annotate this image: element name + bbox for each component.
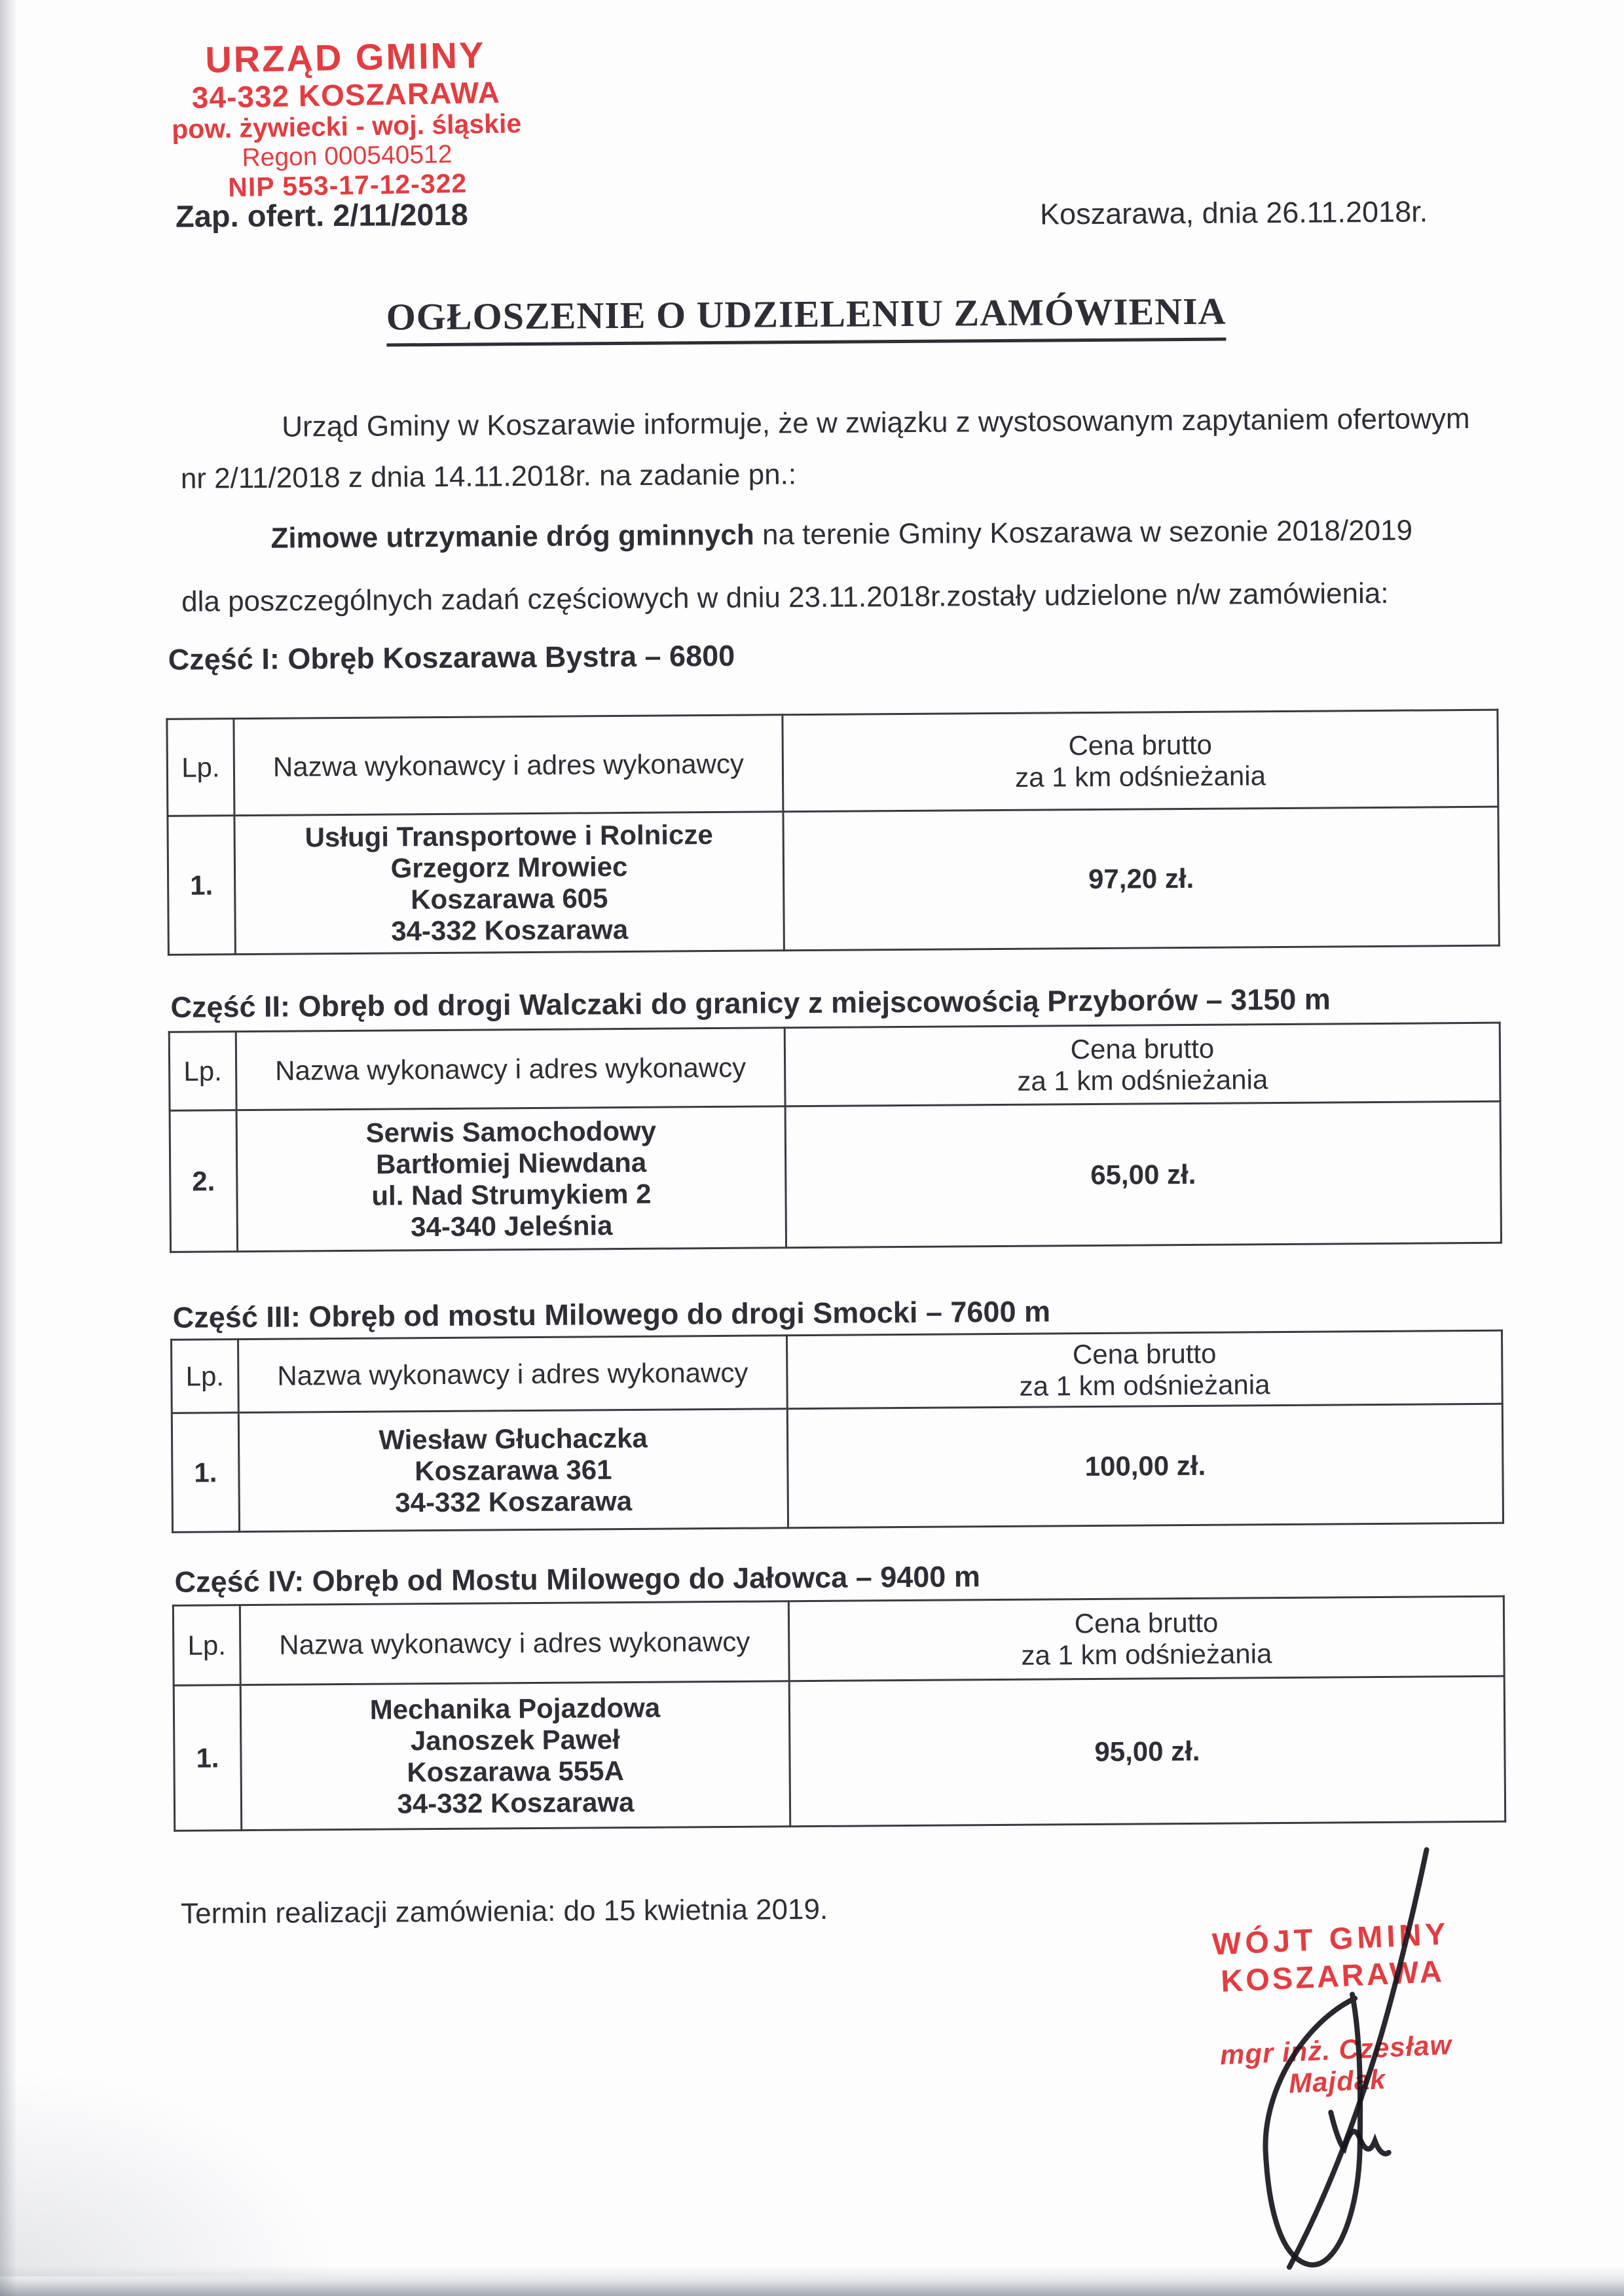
contract-table-part-i bbox=[166, 709, 1500, 956]
contractor-line: Bartłomiej Niewdana bbox=[375, 1146, 647, 1180]
intro-line-2: nr 2/11/2018 z dnia 14.11.2018r. na zadanie pn.: bbox=[180, 458, 797, 495]
table-header-row bbox=[172, 1330, 1503, 1413]
contractor-line: Wiesław Głuchaczka bbox=[378, 1422, 648, 1455]
price-header-line: Cena brutto bbox=[1070, 1032, 1215, 1065]
scan-bottom-edge-shadow bbox=[0, 2266, 1624, 2296]
price-header-line: Cena brutto bbox=[1068, 729, 1213, 761]
mayor-stamp-signer: mgr inż. Czesław Majdak bbox=[1219, 2029, 1453, 2099]
price-header-line: Cena brutto bbox=[1074, 1607, 1219, 1639]
contractor-line: Koszarawa 555A bbox=[407, 1755, 625, 1787]
handwritten-signature bbox=[1203, 1829, 1481, 2289]
contractor-line: 34-332 Koszarawa bbox=[391, 913, 629, 946]
price-header-cell bbox=[784, 1023, 1500, 1106]
document-title-text: OGŁOSZENIE O UDZIELENIU ZAMÓWIENIA bbox=[386, 290, 1226, 347]
section-heading-part-i: Część I: Obręb Koszarawa Bystra – 6800 bbox=[168, 638, 735, 676]
contract-table-part-iv bbox=[172, 1595, 1506, 1832]
deadline-statement: Termin realizacji zamówienia: do 15 kwietnia 2019. bbox=[180, 1893, 828, 1930]
contractor-line: Serwis Samochodowy bbox=[365, 1115, 657, 1148]
office-rubber-stamp bbox=[155, 34, 538, 204]
lp-header-cell: Lp. bbox=[172, 1339, 239, 1413]
table-row bbox=[168, 807, 1499, 955]
table-row bbox=[170, 1101, 1501, 1252]
section-heading-part-iv: Część IV: Obręb od Mostu Milowego do Jałowca – 9400 m bbox=[174, 1559, 981, 1599]
section-heading-part-iii: Część III: Obręb od mostu Milowego do drogi Smocki – 7600 m bbox=[172, 1294, 1051, 1334]
mayor-stamp-line: WÓJT GMINY bbox=[1211, 1916, 1450, 1961]
scan-left-edge-shadow bbox=[0, 0, 17, 2296]
contractor-cell bbox=[234, 812, 784, 955]
office-stamp-line: Regon 000540512 bbox=[242, 140, 452, 172]
price-header-line: za 1 km odśnieżania bbox=[1021, 1637, 1272, 1671]
contractor-header-cell: Nazwa wykonawcy i adres wykonawcy bbox=[240, 1601, 789, 1685]
price-header-line: Cena brutto bbox=[1072, 1338, 1217, 1370]
price-cell: 97,20 zł. bbox=[783, 807, 1499, 951]
price-header-line: za 1 km odśnieżania bbox=[1014, 759, 1266, 793]
table-header-row bbox=[169, 1023, 1500, 1110]
lp-cell: 1. bbox=[174, 1685, 242, 1831]
table-row bbox=[174, 1676, 1505, 1831]
lp-header-cell: Lp. bbox=[173, 1605, 240, 1686]
price-header-cell bbox=[786, 1330, 1502, 1409]
contractor-header-cell: Nazwa wykonawcy i adres wykonawcy bbox=[234, 715, 783, 816]
office-stamp-line: URZĄD GMINY bbox=[204, 34, 486, 81]
price-header-cell bbox=[783, 710, 1498, 812]
lp-cell: 1. bbox=[168, 816, 235, 955]
contractor-cell bbox=[240, 1681, 790, 1831]
price-header-cell bbox=[788, 1596, 1504, 1681]
contractor-header-cell: Nazwa wykonawcy i adres wykonawcy bbox=[236, 1028, 785, 1110]
lp-cell: 1. bbox=[172, 1413, 239, 1533]
place-and-date: Koszarawa, dnia 26.11.2018r. bbox=[1039, 194, 1428, 231]
task-name-bold: Zimowe utrzymanie dróg gminnych bbox=[270, 519, 754, 555]
price-header-line: za 1 km odśnieżania bbox=[1019, 1368, 1270, 1402]
office-stamp-line: 34-332 KOSZARAWA bbox=[191, 75, 501, 115]
contract-table-part-iii bbox=[170, 1330, 1504, 1533]
contractor-line: Koszarawa 605 bbox=[411, 882, 608, 915]
lp-header-cell: Lp. bbox=[169, 1032, 236, 1111]
reference-number: Zap. ofert. 2/11/2018 bbox=[175, 196, 468, 234]
contractor-header-cell: Nazwa wykonawcy i adres wykonawcy bbox=[238, 1336, 788, 1413]
contractor-line: Koszarawa 361 bbox=[415, 1453, 612, 1486]
office-stamp-line: NIP 553-17-12-322 bbox=[227, 168, 468, 202]
contractor-cell bbox=[236, 1106, 786, 1252]
lp-header-cell: Lp. bbox=[167, 719, 234, 816]
price-cell: 65,00 zł. bbox=[785, 1101, 1501, 1248]
award-statement: dla poszczególnych zadań częściowych w dniu 23.11.2018r.zostały udzielone n/w zamówienia: bbox=[181, 577, 1389, 618]
contractor-line: ul. Nad Strumykiem 2 bbox=[371, 1178, 652, 1211]
price-cell: 100,00 zł. bbox=[787, 1404, 1503, 1528]
contractor-line: Mechanika Pojazdowa bbox=[369, 1692, 661, 1725]
contractor-line: Grzegorz Mrowiec bbox=[390, 850, 628, 883]
table-header-row bbox=[173, 1596, 1504, 1685]
mayor-stamp-line: KOSZARAWA bbox=[1220, 1953, 1445, 1998]
contractor-cell bbox=[238, 1409, 788, 1532]
lp-cell: 2. bbox=[170, 1110, 238, 1252]
contractor-line: 34-340 Jeleśnia bbox=[411, 1209, 613, 1242]
table-row bbox=[172, 1404, 1503, 1532]
office-stamp-line: pow. żywiecki - woj. śląskie bbox=[171, 108, 522, 145]
price-header-line: za 1 km odśnieżania bbox=[1017, 1063, 1268, 1097]
section-heading-part-ii: Część II: Obręb od drogi Walczaki do granicy z miejscowością Przyborów – 3150 m bbox=[170, 982, 1331, 1024]
contractor-line: Usługi Transportowe i Rolnicze bbox=[304, 818, 713, 852]
contractor-line: 34-332 Koszarawa bbox=[395, 1485, 633, 1518]
document-title bbox=[0, 286, 1618, 341]
table-header-row bbox=[167, 710, 1498, 816]
price-cell: 95,00 zł. bbox=[789, 1676, 1505, 1827]
scan-smudge bbox=[0, 2067, 341, 2276]
contractor-line: Janoszek Paweł bbox=[410, 1723, 620, 1756]
contractor-line: 34-332 Koszarawa bbox=[397, 1786, 635, 1819]
task-name-rest: na terenie Gminy Koszarawa w sezonie 2018/2019 bbox=[754, 514, 1413, 551]
intro-line-1: Urząd Gminy w Koszarawie informuje, że w związku z wystosowanym zapytaniem ofertowym bbox=[282, 402, 1470, 443]
contract-table-part-ii bbox=[168, 1022, 1502, 1253]
task-name-line bbox=[270, 515, 1412, 555]
